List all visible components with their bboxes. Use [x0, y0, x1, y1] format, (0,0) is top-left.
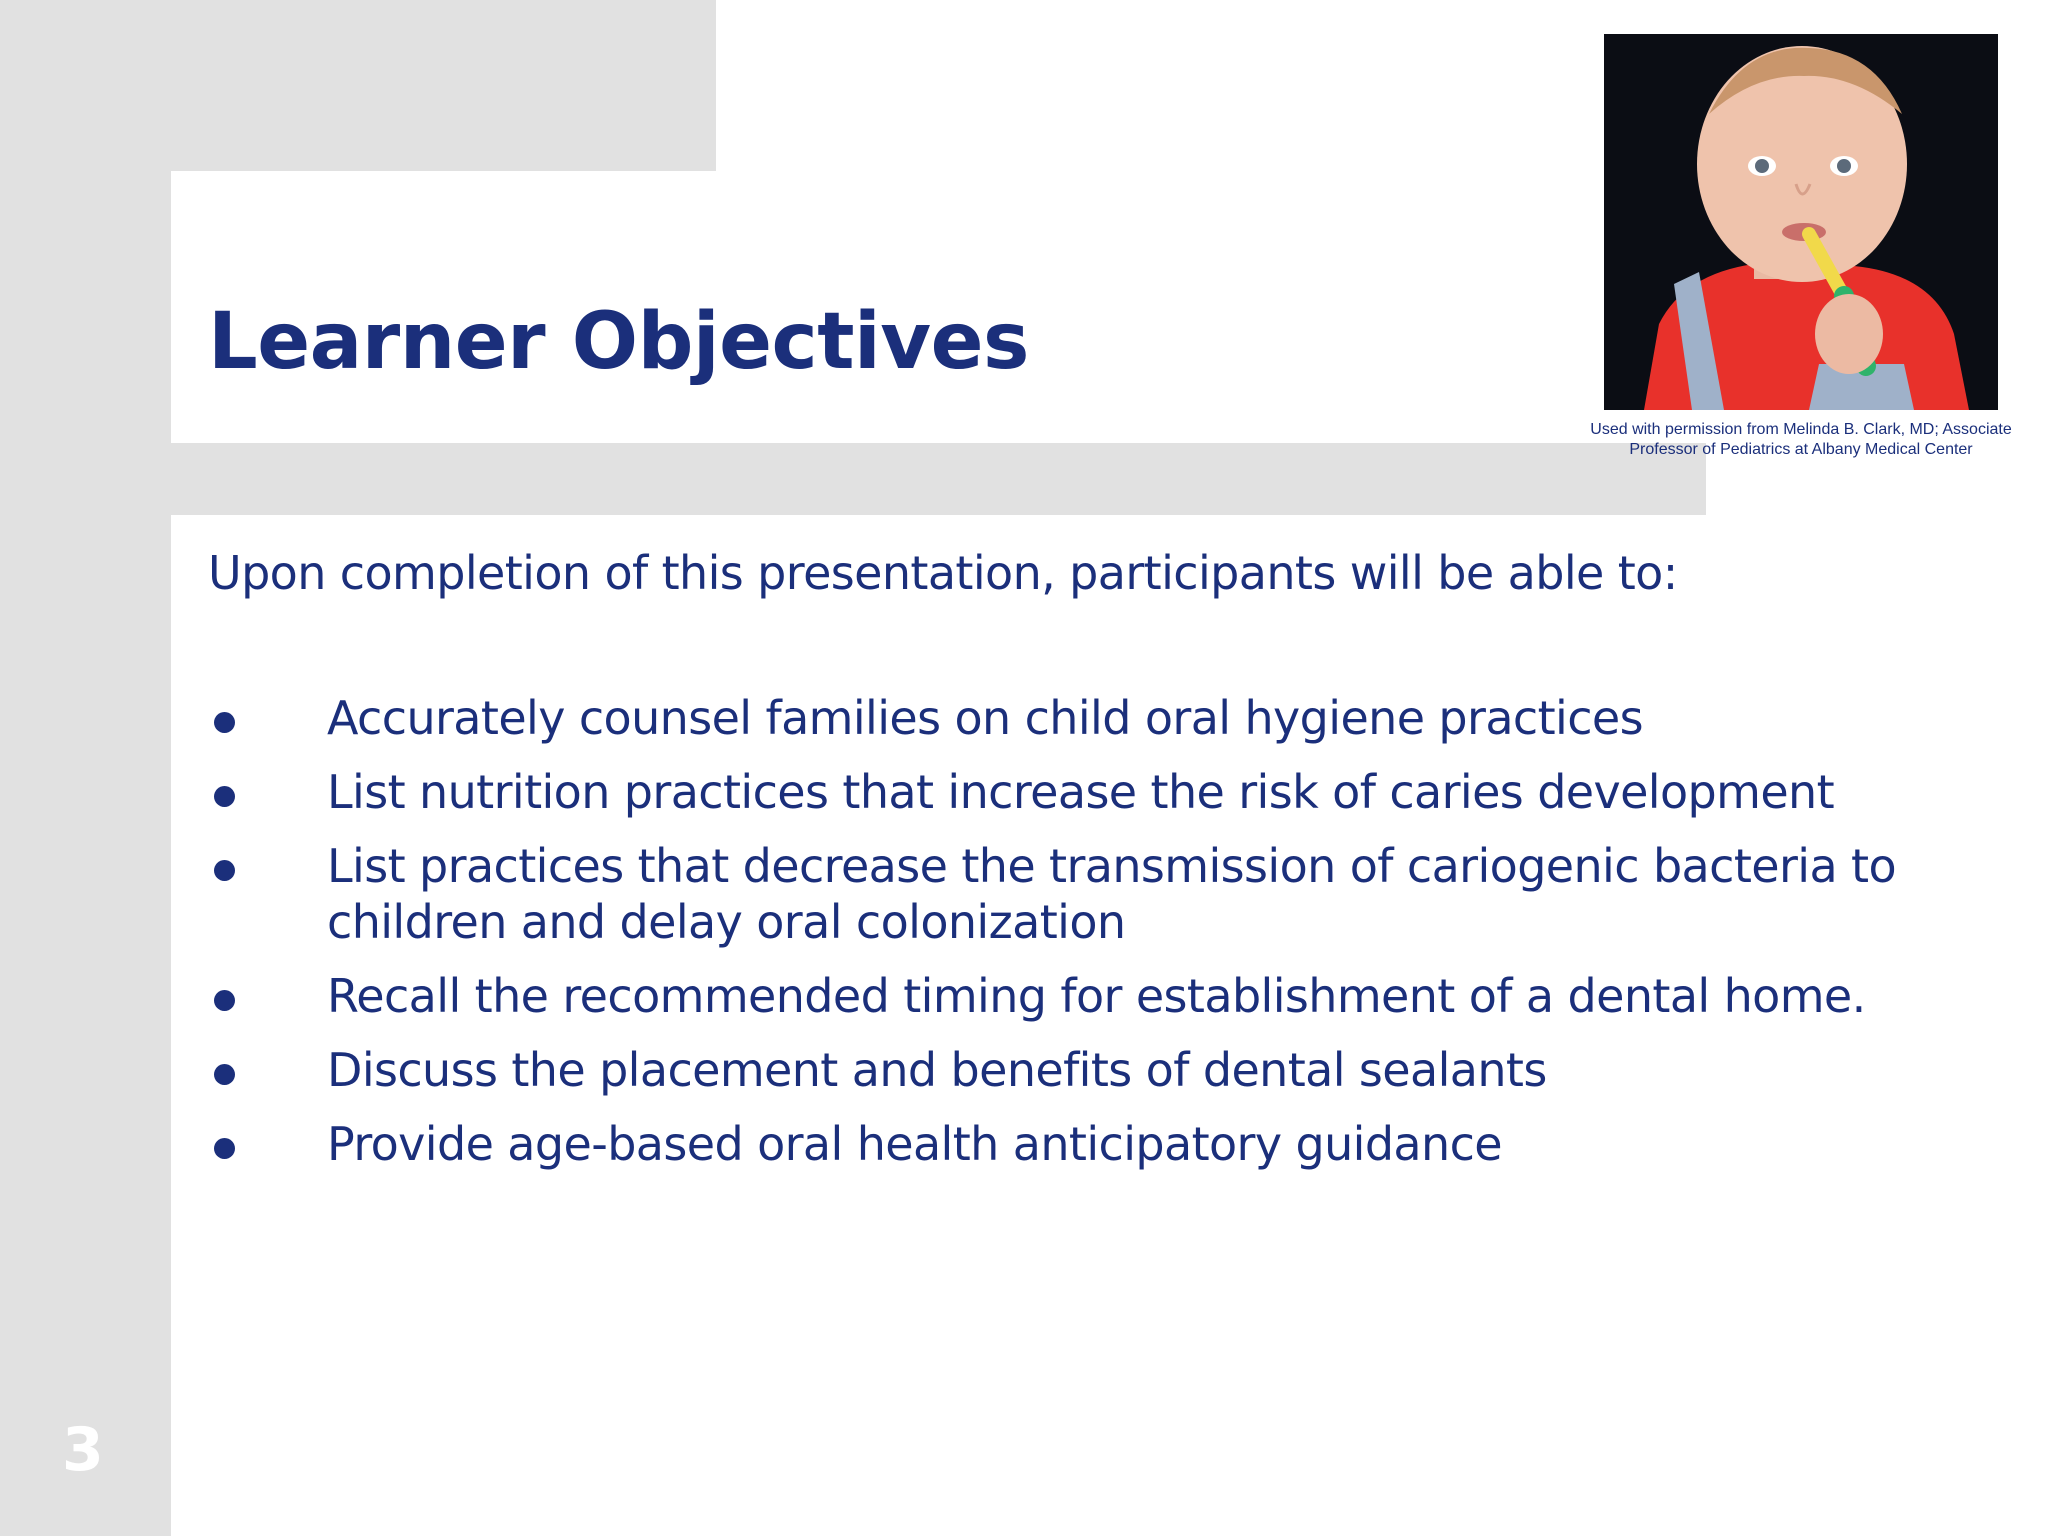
- objective-item: [208, 764, 1928, 820]
- objective-text: Discuss the placement and benefits of dental sealants: [327, 1043, 1547, 1097]
- bullet-icon: [214, 860, 235, 881]
- objectives-list: [208, 690, 1928, 1190]
- objective-item: [208, 1116, 1928, 1172]
- objective-item: [208, 838, 1928, 950]
- objective-text: Provide age-based oral health anticipatory guidance: [327, 1117, 1502, 1171]
- objective-text: List practices that decrease the transmission of cariogenic bacteria to children and delay oral colonization: [327, 839, 1897, 949]
- slide-title: Learner Objectives: [208, 297, 1029, 387]
- slide-number: 3: [62, 1415, 104, 1485]
- bullet-icon: [214, 786, 235, 807]
- divider-band: [171, 443, 1706, 515]
- objective-text: Accurately counsel families on child oral hygiene practices: [327, 691, 1643, 745]
- objective-item: [208, 1042, 1928, 1098]
- objective-item: [208, 968, 1928, 1024]
- objective-item: [208, 690, 1928, 746]
- intro-text: Upon completion of this presentation, participants will be able to:: [208, 546, 1678, 600]
- photo-caption: Used with permission from Melinda B. Clark, MD; Associate Professor of Pediatrics at Albany Medical Center: [1590, 421, 2012, 458]
- top-gray-block: [0, 0, 716, 171]
- bullet-icon: [214, 712, 235, 733]
- bullet-icon: [214, 1064, 235, 1085]
- objective-text: Recall the recommended timing for establishment of a dental home.: [327, 969, 1866, 1023]
- bullet-icon: [214, 1138, 235, 1159]
- child-photo: [1604, 34, 1998, 410]
- objective-text: List nutrition practices that increase the risk of caries development: [327, 765, 1835, 819]
- left-gray-band: [0, 0, 171, 1536]
- bullet-icon: [214, 990, 235, 1011]
